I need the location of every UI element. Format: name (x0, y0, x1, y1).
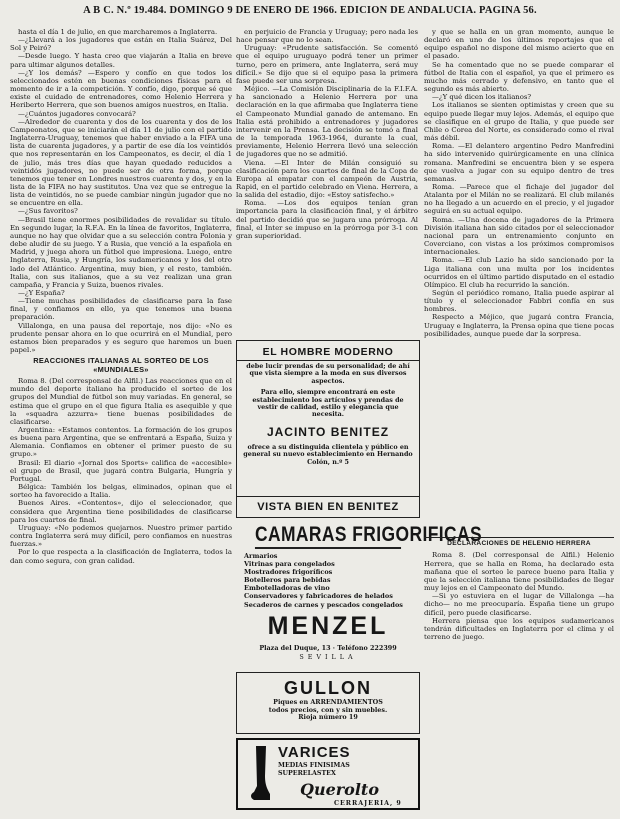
paragraph: —¿Y España? (18, 289, 65, 297)
paragraph: Respecto a Méjico, que jugará contra Francia, Uruguay e Inglaterra, la Prensa opina que tiene pocas posibilidades, aunque puede dar la sorpresa. (424, 313, 614, 338)
paragraph: Roma. —Los dos equipos tenían gran importancia para la clasificación final, y el árbitro del partido decidió que se jugara una prórroga. Al final, el Inter se impuso en la prórroga por 3-1 con gran superioridad. (236, 199, 418, 240)
section-heading: DECLARACIONES DE HELENIO HERRERA (424, 537, 614, 548)
ad-brand: GULLON (284, 678, 372, 698)
ad-camaras-frigorificas (236, 521, 483, 670)
paragraph: —¿Y los demás? —Espero y confío en que todos los seleccionados estén en buenas condiciones físicas para el momento de ir a la competición. Y confío, digo, porque sé que existe el cuidado de entrenadores, como Helenio Herrera y Heriberto Herrera, que son buenos amigos nuestros, en Italia. (10, 68, 232, 110)
paragraph: —Brasil tiene enormes posibilidades de revalidar su título. En segundo lugar, la R.F.A. En la línea de favoritos, Inglaterra, aunque no hay que olvidar que a su selección contra Polonia y debe aludir de su juego. Y a Rusia, que venció a la española en Madrid, y juega ahora un fútbol que impresiona. Luego, entre Inglaterra, Rusia, y Hungría, los sudamericanos y los del otro lado del Atlántico. Argentina, muy bien, y el resto, también. Italia, con sus italianos, que a su vez realizan una gran campaña, y Francia y Suiza, buenos rivales. (10, 215, 232, 289)
paragraph: Uruguay: «No podemos quejarnos. Nuestro primer partido contra Inglaterra será muy difícil, pero confiamos en nuestras fuerzas.» (10, 523, 232, 549)
ad-text: debe lucir prendas de su personalidad; de ahí que vista siempre a la moda en sus diversos aspectos. (246, 362, 410, 385)
column-3-bottom (424, 534, 614, 810)
paragraph: Por lo que respecta a la clasificación de Inglaterra, todos la dan como segura, con gran calidad. (10, 548, 232, 565)
paragraph: Villalonga, en una pausa del reportaje, nos dijo: «No es prudente pensar ahora en lo que ocurrirá en el Mundial, pero estamos bien preparados y es seguro que haremos un buen papel.» (10, 321, 232, 355)
paragraph: Roma. —Parece que el fichaje del jugador del Atalanta por el Milán no se realizará. El club milanés no ha llegado a un acuerdo en el precio, y el jugador seguirá en su actual equipo. (424, 182, 614, 216)
column-3 (424, 28, 614, 513)
paragraph: Uruguay: «Prudente satisfacción. Se comentó que el equipo uruguayo podrá tener un primer turno, pero en primera, ante Inglaterra, será muy difícil.» Se dijo que si el equipo pasa la primera fase puede ser una sorpresa. (236, 44, 418, 85)
paragraph: —Desde luego. Y hasta creo que viajarán a Italia en breve para ultimar algunos detalles. (10, 52, 232, 69)
ad-text: todos precios, con y sin muebles. (268, 705, 388, 714)
list-item: Armarios (244, 552, 278, 560)
stocking-leg-icon (246, 746, 272, 802)
list-item: Conservadores y fabricadores de helados (244, 592, 393, 601)
paragraph: Los italianos se sienten optimistas y creen que su equipo puede llegar muy lejos. Además, el equipo que se clasifique en el grupo de Italia, y que puede ser Chile o Corea del Norte, es considerado como el rival más débil. (424, 101, 614, 143)
paragraph: Viena. —El Inter de Milán consiguió su clasificación para los cuartos de final de la Copa de Europa al empatar con el campeón de Austria, Rapid, en el partido celebrado en Viena. Herrera, a la salida del estadio, dijo: «Estoy satisfecho.» (236, 158, 418, 200)
ad-brand: Querolto (300, 780, 379, 799)
paragraph: —¿Y qué dicen los italianos? (432, 93, 532, 102)
paragraph: —Si yo estuviera en el lugar de Villalonga —ha dicho— no me preocuparía. España tiene un grupo difícil, pero puede clasificarse. (424, 592, 614, 617)
ad-text: Para ello, siempre encontrará en este establecimiento los artículos y prendas de vestir de calidad, estilo y elegancia que necesita. (252, 388, 404, 419)
ad-name: JACINTO BENITEZ (266, 424, 390, 439)
ad-item-list (236, 552, 420, 609)
paragraph: en perjuicio de Francia y Uruguay; pero nada les hace pensar que no lo sean. (236, 28, 418, 45)
column-1 (10, 28, 232, 810)
paragraph: Roma. —Una docena de jugadores de la Primera División italiana han sido citados por el seleccionador nacional para un entrenamiento conjunto en Coverciano, con vistas a los próximos compromisos internacionales. (424, 215, 614, 257)
ad-title: CAMARAS FRIGORIFICAS (255, 521, 401, 549)
paragraph: Argentina: «Estamos contentos. La formación de los grupos es buena para Argentina, que se enfrentará a España, Suiza y Alemania. Confiamos en obtener el primer puesto de su grupo.» (10, 426, 232, 459)
advertisements (236, 340, 483, 810)
paragraph: Roma 8. (Del corresponsal de Alfil.) Helenio Herrera, que se halla en Roma, ha declarado esta mañana que el sorteo le parece bueno para Italia y que la selección italiana tiene posibilidades de llegar muy lejos en el Campeonato del Mundo. (424, 551, 614, 593)
paragraph: hasta el día 1 de julio, en que marcharemos a Inglaterra. (18, 28, 218, 36)
ad-title: VARICES (278, 744, 351, 761)
paragraph: Herrera piensa que los equipos sudamericanos tendrán dificultades en Inglaterra por el clima y el terreno de juego. (424, 616, 614, 641)
paragraph: Bélgica: También los belgas, eliminados, opinan que el sorteo ha favorecido a Italia. (10, 483, 232, 500)
paragraph: Roma 8. (Del corresponsal de Alfil.) Las reacciones que en el mundo del deporte italiano ha producido el sorteo de los grupos del Mundial de fútbol son muy variadas. En general, se estima que el grupo en el que figura Italia es asequible y que la «squadra azzurra» tiene buenas posibilidades de clasificarse. (10, 377, 232, 426)
paragraph: Buenos Aires. «Contentos», dijo el seleccionador, que considera que Argentina tiene posibilidades de clasificarse para los cuartos de final. (10, 499, 232, 524)
ad-text: Piques en ARRENDAMIENTOS (273, 698, 383, 706)
paragraph: —¿Sus favoritos? (18, 207, 78, 216)
paragraph: —¿Llevará a los jugadores que están en Italia Suárez, Del Sol y Peiró? (10, 36, 232, 53)
paragraph: —Tiene muchas posibilidades de clasificarse para la fase final, y confiamos en ello, ya que tenemos una buena preparación. (10, 297, 232, 322)
ad-slogan: VISTA BIEN EN BENITEZ (237, 496, 419, 517)
ad-city: SEVILLA (299, 652, 357, 661)
paragraph: Según el periódico romano, Italia puede aspirar al título y el seleccionador Fabbri confía en sus hombres. (424, 289, 614, 314)
list-item: Mostradores frigoríficos (244, 568, 333, 577)
paragraph: Méjico. —La Comisión Disciplinaria de la F.I.F.A. ha sancionado a Helenio Herrera por una declaración en la que afirmaba que Inglaterra tiene el Campeonato Mundial ganado de antemano. En Italia está prohibido a entrenadores y jugadores intervenir en la Prensa. La decisión se tomó a final de la temporada 1963-1964, durante la cual, previamente, Helenio Herrera llevó una selección de jugadores que no se admitió. (236, 85, 418, 159)
ad-text: ofrece a su distinguida clientela y público en general su nuevo establecimiento en Hernando Colón, n.º 5 (243, 442, 413, 466)
section-heading: REACCIONES ITALIANAS AL SORTEO DE LOS «MUNDIALES» (33, 356, 209, 374)
paragraph: Roma. —El club Lazio ha sido sancionado por la Liga italiana con una multa por los incidentes ocurridos en el último partido disputado en el estadio Olímpico. El club ha recurrido la sanción. (424, 256, 614, 289)
ad-title: EL HOMBRE MODERNO (237, 341, 419, 361)
paragraph: y que se halla en un gran momento, aunque le declaró en uno de los últimos reportajes que el equipo español no dispone del mismo acierto que en el pasado. (424, 28, 614, 61)
ad-text: SUPERELASTEX (278, 770, 336, 777)
paragraph: —¿Cuántos jugadores convocará? (18, 109, 136, 118)
ad-gullon (236, 672, 420, 734)
list-item: Vitrinas para congelados (244, 560, 335, 569)
paragraph: Brasil: El diario «Jornal dos Sports» califica de «accesible» el grupo de Brasil, que jugará contra Bulgaria, Hungría y Portugal. (10, 458, 232, 483)
ad-address: Plaza del Duque, 13 · Teléfono 222399 (259, 643, 397, 652)
ad-text: MEDIAS FINISIMAS (278, 762, 350, 769)
list-item: Secaderos de carnes y pescados congelados (244, 600, 403, 609)
ad-hombre-moderno (236, 340, 420, 518)
list-item: Embotelladoras de vino (244, 584, 330, 593)
paragraph: Roma. —El delantero argentino Pedro Manfredini ha sido intervenido quirúrgicamente en una clínica romana. Manfredini se encuentra bien y se espera que vuelva a jugar con su equipo dentro de tres semanas. (424, 142, 614, 183)
page-header: A B C. N.º 19.484. DOMINGO 9 DE ENERO DE 1966. EDICION DE ANDALUCIA. PAGINA 56. (83, 5, 537, 16)
paragraph: —Alrededor de cuarenta y dos de los cuarenta y dos de los Campeonatos, que se iniciarán el día 11 de julio con el partido Inglaterra-Uruguay, tenemos que haber enviado a la FIFA una lista de cuarenta jugadores, y a partir de ese día los veintidós que nos representarán en los Campeonatos, es decir, el día 1 de julio, más tres días que hayan quedado reducidos a veintidós jugadores, no puede ser de otra forma, porque tenemos que tener en Londres nuestros cuarenta y dos, y en la lista de la FIFA no hay sustitutos. Una vez que se entregue la lista de veintidós, no se puede cambiar ningún jugador que no se encuentre en ella. (10, 117, 232, 208)
ad-text: Rioja número 19 (298, 713, 358, 722)
column-2 (236, 28, 418, 338)
paragraph: Se ha comentado que no se puede comparar el fútbol de Italia con el español, ya que el primero es mucho más cerrado y defensivo, en tanto que el segundo es más abierto. (424, 60, 614, 94)
ad-varices (236, 738, 420, 810)
ad-address: CERRAJERIA, 9 (334, 800, 402, 807)
list-item: Botelleros para bebidas (244, 576, 331, 585)
ad-brand: MENZEL (267, 611, 389, 640)
